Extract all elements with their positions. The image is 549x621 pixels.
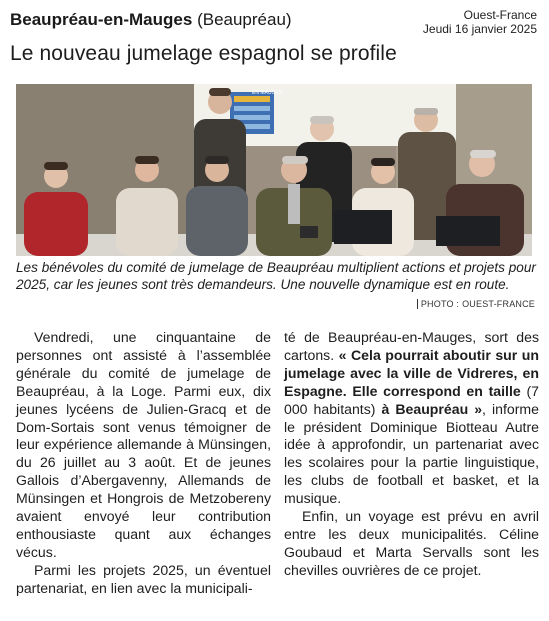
quote-part-2: à Beaupréau » xyxy=(381,400,483,417)
credit-source: OUEST-FRANCE xyxy=(462,299,535,309)
article-column-2 xyxy=(284,329,539,580)
paragraph-2: Parmi les projets 2025, un éventuel partenariat, en lien avec la municipali- xyxy=(16,561,271,596)
photo-caption: Les bénévoles du comité de jumelage de Beaupréau multiplient actions et projets pour 2025, car les jeunes sont très demandeurs. Une nouvelle dynamique est en route. xyxy=(16,260,536,292)
group-photo-illustration xyxy=(16,84,532,256)
locality-line xyxy=(10,10,292,30)
credit-prefix: PHOTO : xyxy=(417,299,459,309)
article-column-1 xyxy=(16,329,271,598)
paragraph-1: Vendredi, une cinquantaine de personnes ont assisté à l’assemblée générale du comité de jumelage de Beaupréau, à la Loge. Parmi eux, dix jeunes lycéens de Julien-Gracq et de Dom-Sortais sont venus témoigner de leur expérience allemande à Münsingen, du 26 juillet au 3 août. Et de jeunes Gallois d’Abergavenny, Allemands de Münsingen et Hongrois de Metzobereny avaient envoyé leur contribution enthousiaste quant aux échanges vécus. xyxy=(16,329,271,560)
locality-sub: (Beaupréau) xyxy=(197,10,292,29)
article-header xyxy=(10,6,537,36)
quote-part-1: « Cela pourrait aboutir sur un jumelage avec la ville de Vidreres, en Espagne. Elle correspond en taille xyxy=(284,346,539,399)
photo-credit xyxy=(417,299,535,309)
paragraph-3-part-b: (7 000 habitants) xyxy=(284,382,539,417)
paragraph-3 xyxy=(284,329,539,508)
article-photo xyxy=(16,84,532,256)
paragraph-3-part-a: té de Beaupréau-en-Mauges, sort des cartons. xyxy=(284,329,539,363)
newspaper-name: Ouest-France xyxy=(463,8,537,22)
publication-info xyxy=(423,8,537,36)
paragraph-4: Enfin, un voyage est prévu en avril entre les deux municipalités. Céline Goubaud et Marta Servalls sont les chevilles ouvrières de ce projet. xyxy=(284,508,539,578)
locality-main: Beaupréau-en-Mauges xyxy=(10,10,193,29)
headline: Le nouveau jumelage espagnol se profile xyxy=(10,42,397,65)
paragraph-3-part-c: , informe le président Dominique Biotteau Autre idée à approfondir, un partenariat avec les scolaires pour la partie linguistique, les clubs de football et basket, et la musique. xyxy=(284,400,539,507)
screen-header-text: EN MAUGES xyxy=(252,90,283,96)
publication-date: Jeudi 16 janvier 2025 xyxy=(422,22,537,36)
